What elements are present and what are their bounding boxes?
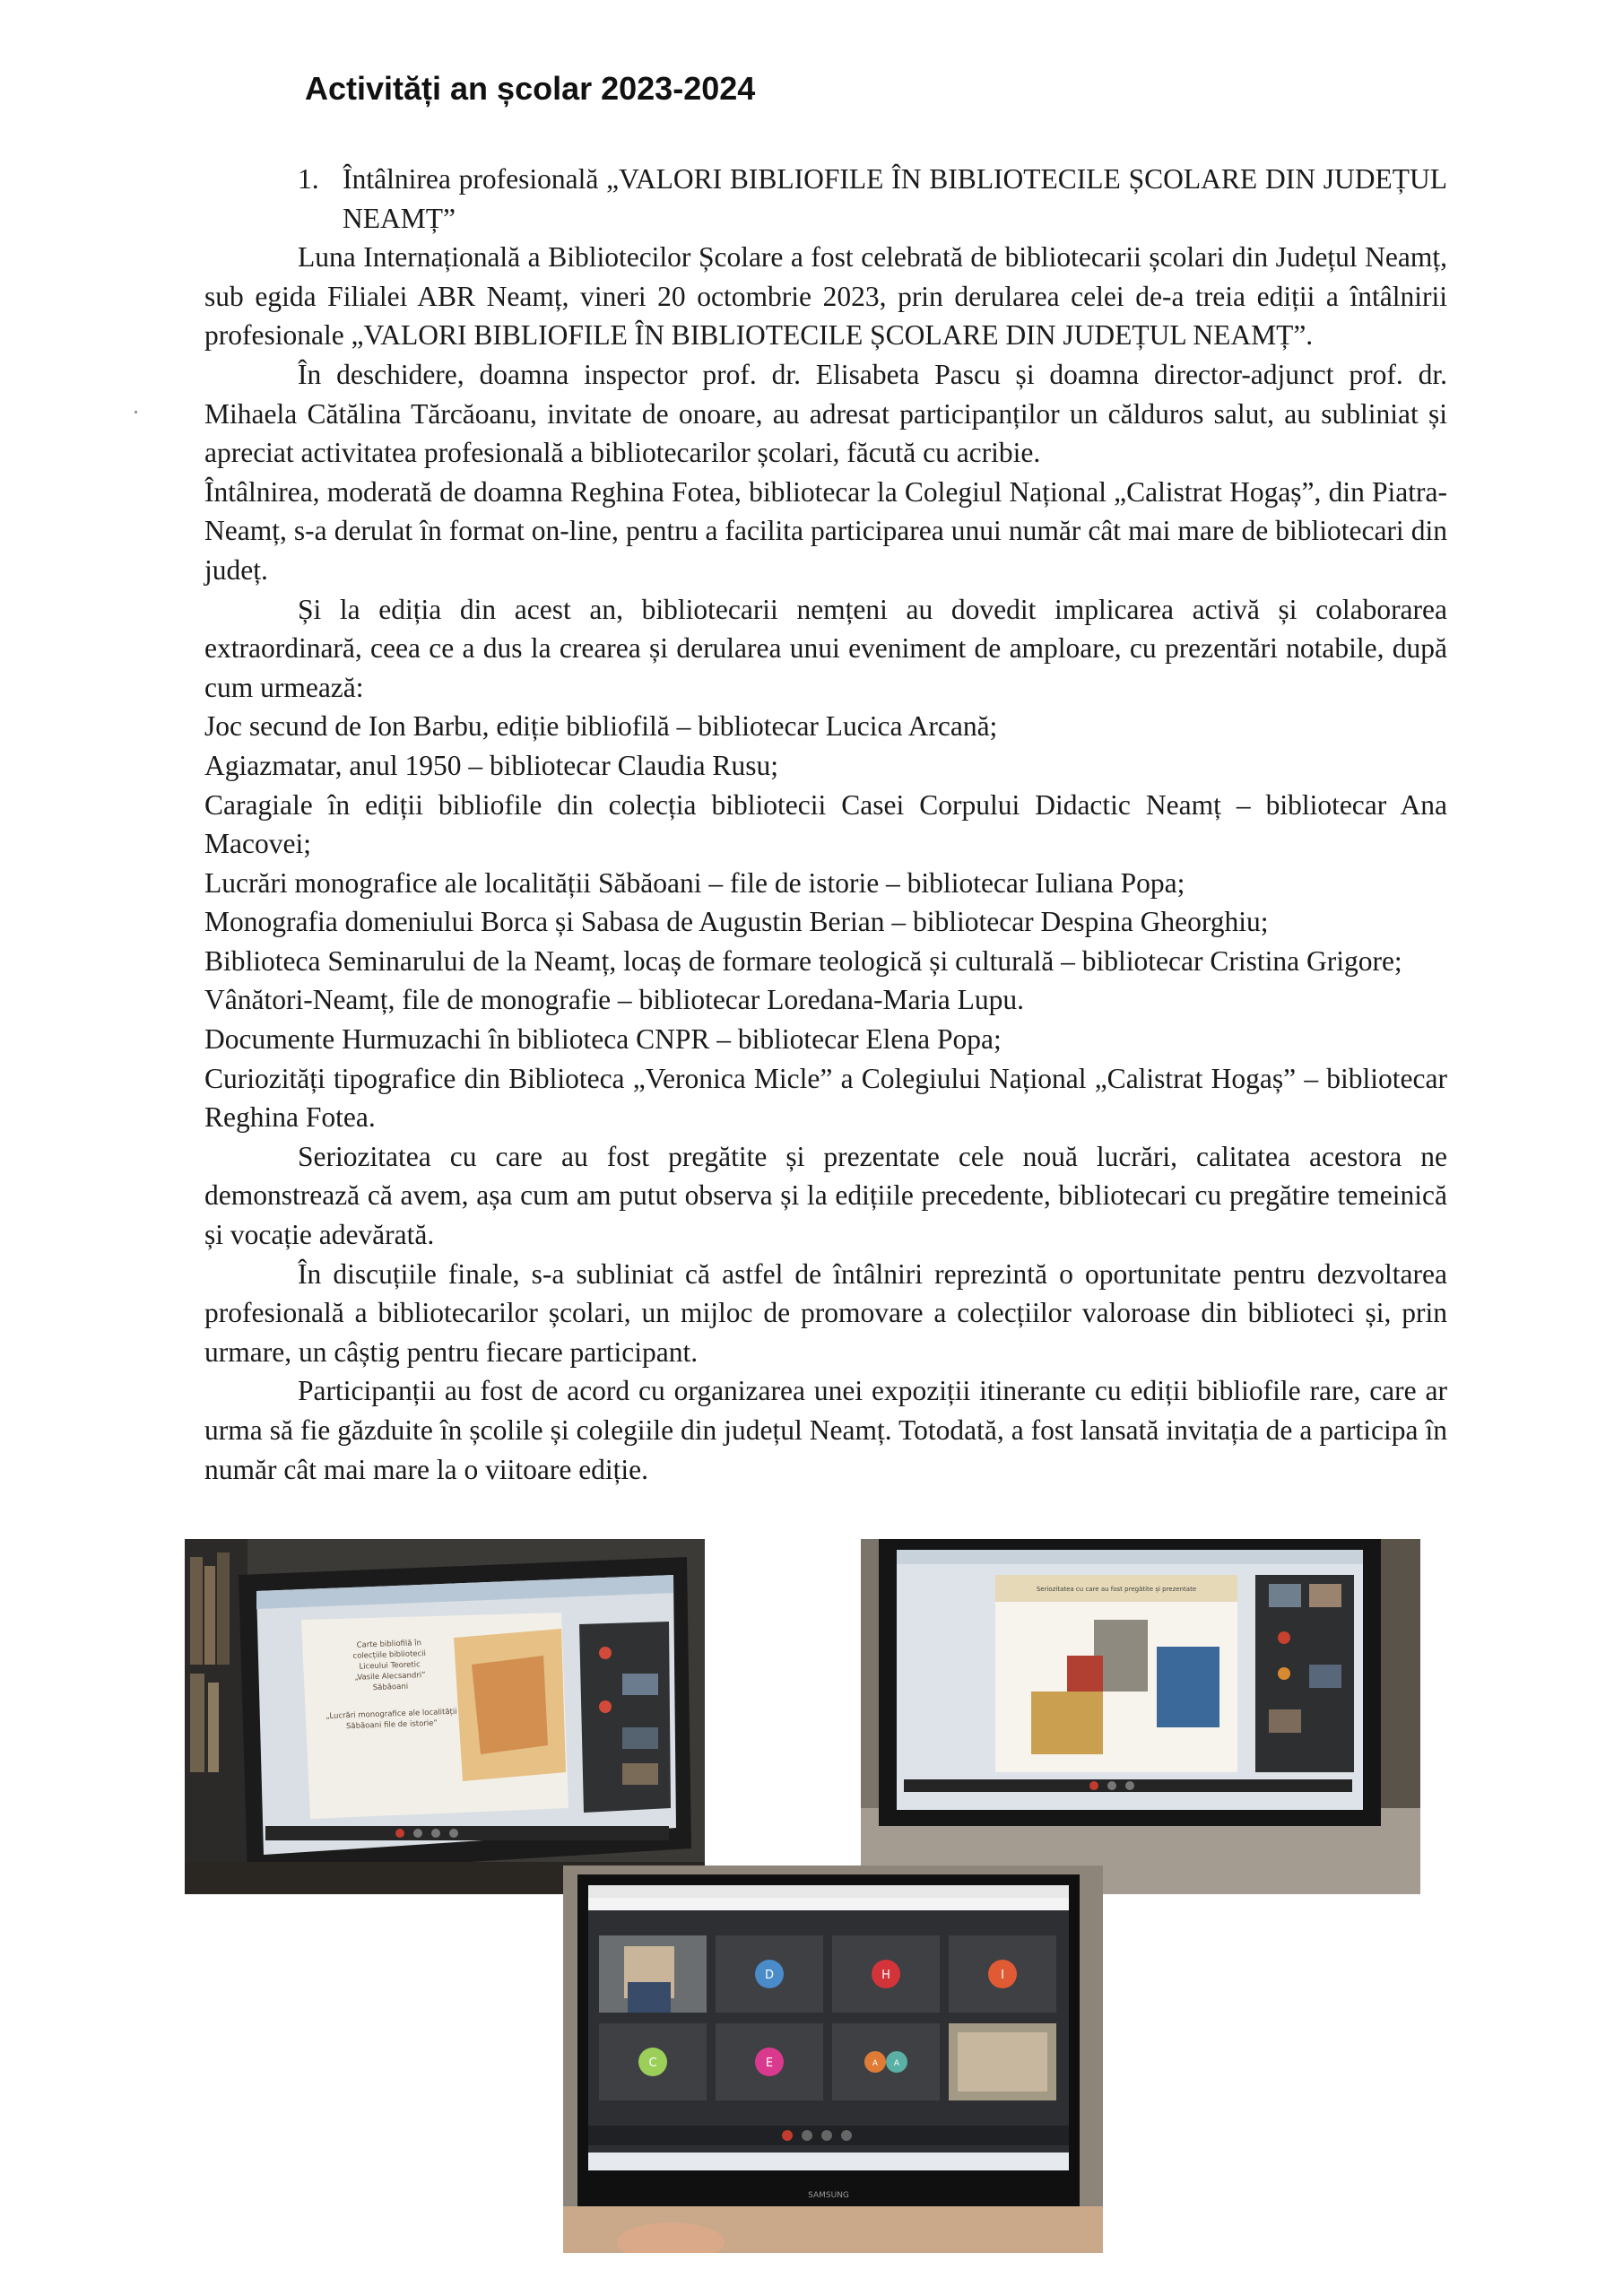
presentation-item: Joc secund de Ion Barbu, ediție bibliofilă – bibliotecar Lucica Arcană; xyxy=(204,710,998,743)
paragraph: Participanții au fost de acord cu organizarea unei expoziții itinerante cu ediții bibliofile rare, care ar urma să fie găzduite în școlile și colegiile din județul Neamț. Totodată, a fost lansată invitația de a participa în număr cât mai mare la o viitoare ediție. xyxy=(204,1375,1447,1485)
participant-initial: H xyxy=(881,1969,890,1982)
slide-text-line: Săbăoani file de istorie” xyxy=(345,1718,438,1732)
participant-initial: E xyxy=(765,2057,774,2070)
participant-initial: I xyxy=(1001,1969,1004,1982)
presentation-item: Vânători-Neamț, file de monografie – bibliotecar Loredana-Maria Lupu. xyxy=(204,984,1024,1016)
slide-text-line: Liceului Teoretic xyxy=(359,1660,421,1672)
item-title xyxy=(204,160,1447,238)
slide-text-line: Carte bibliofilă în xyxy=(356,1639,422,1650)
paragraph: Luna Internațională a Bibliotecilor Școlare a fost celebrată de bibliotecarii școlari din Județul Neamț, sub egida Filialei ABR Neamț, vineri 20 octombrie 2023, prin derularea celei de-a treia ediții a întâlnirii profesionale „VALORI BIBLIOFILE ÎN BIBLIOTECILE ȘCOLARE DIN JUDEȚUL NEAMȚ”. xyxy=(204,241,1447,352)
slide-text-line: „Vasile Alecsandri” xyxy=(354,1671,426,1683)
participant-initial: C xyxy=(648,2057,657,2070)
article-body xyxy=(204,160,1447,1489)
paragraph: Seriozitatea cu care au fost pregătite și prezentate cele nouă lucrări, calitatea acestora ne demonstrează că avem, așa cum am putut observa și la edițiile precedente, bibliotecari cu pregătire temeinică și vocație adevărată. xyxy=(204,1140,1447,1251)
paragraph: Și la ediția din acest an, bibliotecarii nemțeni au dovedit implicarea activă și colaborarea extraordinară, ceea ce a dus la crearea și derularea unui eveniment de amploare, cu prezentări notabile, după cum urmează: xyxy=(204,593,1447,703)
page-heading: Activități an școlar 2023-2024 xyxy=(305,70,756,107)
presentation-item: Documente Hurmuzachi în biblioteca CNPR – bibliotecar Elena Popa; xyxy=(204,1023,1002,1056)
participant-initial: A xyxy=(893,2059,900,2068)
participant-initial: A xyxy=(872,2059,879,2068)
slide-text-line: „Lucrări monografice ale localității xyxy=(325,1707,457,1721)
scan-speck xyxy=(135,411,137,413)
slide-text-line: colecțiile bibliotecii xyxy=(352,1649,427,1661)
presentation-item: Biblioteca Seminarului de la Neamț, locaș de formare teologică și culturală – bibliotecar Cristina Grigore; xyxy=(204,944,1402,977)
slide-title-text: Seriozitatea cu care au fost pregătite și prezentate xyxy=(1036,1586,1197,1593)
presentation-item: Lucrări monografice ale localității Săbăoani – file de istorie – bibliotecar Iuliana Popa; xyxy=(204,866,1185,899)
monitor-brand: SAMSUNG xyxy=(808,2191,849,2200)
presentation-item: Agiazmatar, anul 1950 – bibliotecar Claudia Rusu; xyxy=(204,749,778,781)
item-title-text: Întâlnirea profesională „VALORI BIBLIOFILE ÎN BIBLIOTECILE ȘCOLARE DIN JUDEȚUL NEAMȚ” xyxy=(343,163,1448,234)
presentation-item: Curiozități tipografice din Biblioteca „Veronica Micle” a Colegiului Național „Calistrat Hogaș” – bibliotecar Reghina Fotea. xyxy=(204,1062,1447,1134)
photo-online-meeting-slide xyxy=(185,1539,705,1894)
slide-text-line: Săbăoani xyxy=(372,1682,409,1693)
paragraph: În deschidere, doamna inspector prof. dr. Elisabeta Pascu și doamna director-adjunct prof. dr. Mihaela Cătălina Tărcăoanu, invitate de onoare, au adresat participanților un călduros salut, au subliniat și apreciat activitatea profesională a bibliotecarilor școlari, făcută cu acribie. xyxy=(204,358,1447,469)
presentation-item: Monografia domeniului Borca și Sabasa de Augustin Berian – bibliotecar Despina Gheorghiu; xyxy=(204,906,1269,938)
paragraph: Întâlnirea, moderată de doamna Reghina Fotea, bibliotecar la Colegiul Național „Calistrat Hogaș”, din Piatra-Neamț, s-a derulat în format on-line, pentru a facilita participarea unui număr cât mai mare de bibliotecari din județ. xyxy=(204,475,1447,586)
paragraph: În discuțiile finale, s-a subliniat că astfel de întâlniri reprezintă o oportunitate pentru dezvoltarea profesională a bibliotecarilor școlari, un mijloc de promovare a colecțiilor valoroase din biblioteci și, prin urmare, un câștig pentru fiecare participant. xyxy=(204,1257,1447,1368)
photo-participants-grid xyxy=(563,1866,1103,2253)
item-number: 1. xyxy=(298,163,319,195)
photo-online-meeting-presentation xyxy=(861,1539,1420,1894)
presentation-item: Caragiale în ediții bibliofile din colecția bibliotecii Casei Corpului Didactic Neamț – bibliotecar Ana Macovei; xyxy=(204,788,1447,860)
participant-initial: D xyxy=(764,1969,775,1982)
